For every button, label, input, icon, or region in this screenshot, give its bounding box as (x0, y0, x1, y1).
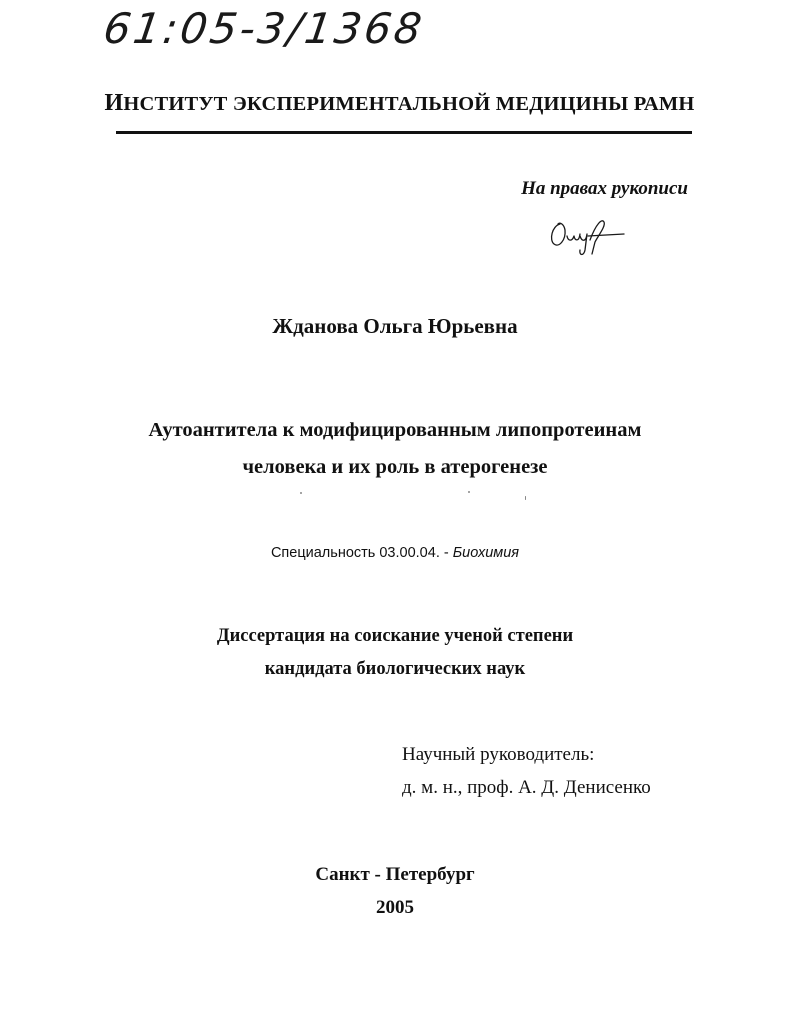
specialty (0, 545, 790, 561)
header-rule (116, 131, 692, 134)
institute-name (0, 90, 799, 117)
advisor-label: Научный руководитель: (402, 744, 595, 765)
institute-initial: И (104, 90, 124, 116)
scan-speck (300, 492, 302, 494)
institute-rest: НСТИТУТ ЭКСПЕРИМЕНТАЛЬНОЙ МЕДИЦИНЫ РАМН (123, 93, 695, 115)
archive-code-handwritten: 61:05-3/1368 (100, 4, 428, 53)
year: 2005 (376, 897, 414, 918)
specialty-label: Специальность 03.00.04. - (270, 545, 453, 561)
degree-line-1: Диссертация на соискание ученой степени (216, 626, 574, 646)
city: Санкт - Петербург (315, 864, 475, 885)
advisor-name: д. м. н., проф. А. Д. Денисенко (402, 777, 651, 798)
manuscript-rights: На правах рукописи (521, 178, 688, 199)
scan-speck (468, 491, 470, 493)
scan-speck (525, 496, 526, 500)
specialty-field: Биохимия (452, 545, 520, 561)
dissertation-title-line-2: человека и их роль в атерогенезе (242, 456, 548, 478)
dissertation-title-line-1: Аутоантитела к модифицированным липопротеинам (148, 419, 642, 441)
author-name: Жданова Ольга Юрьевна (272, 314, 518, 338)
handwritten-signature (546, 214, 626, 260)
degree-line-2: кандидата биологических наук (264, 659, 526, 679)
